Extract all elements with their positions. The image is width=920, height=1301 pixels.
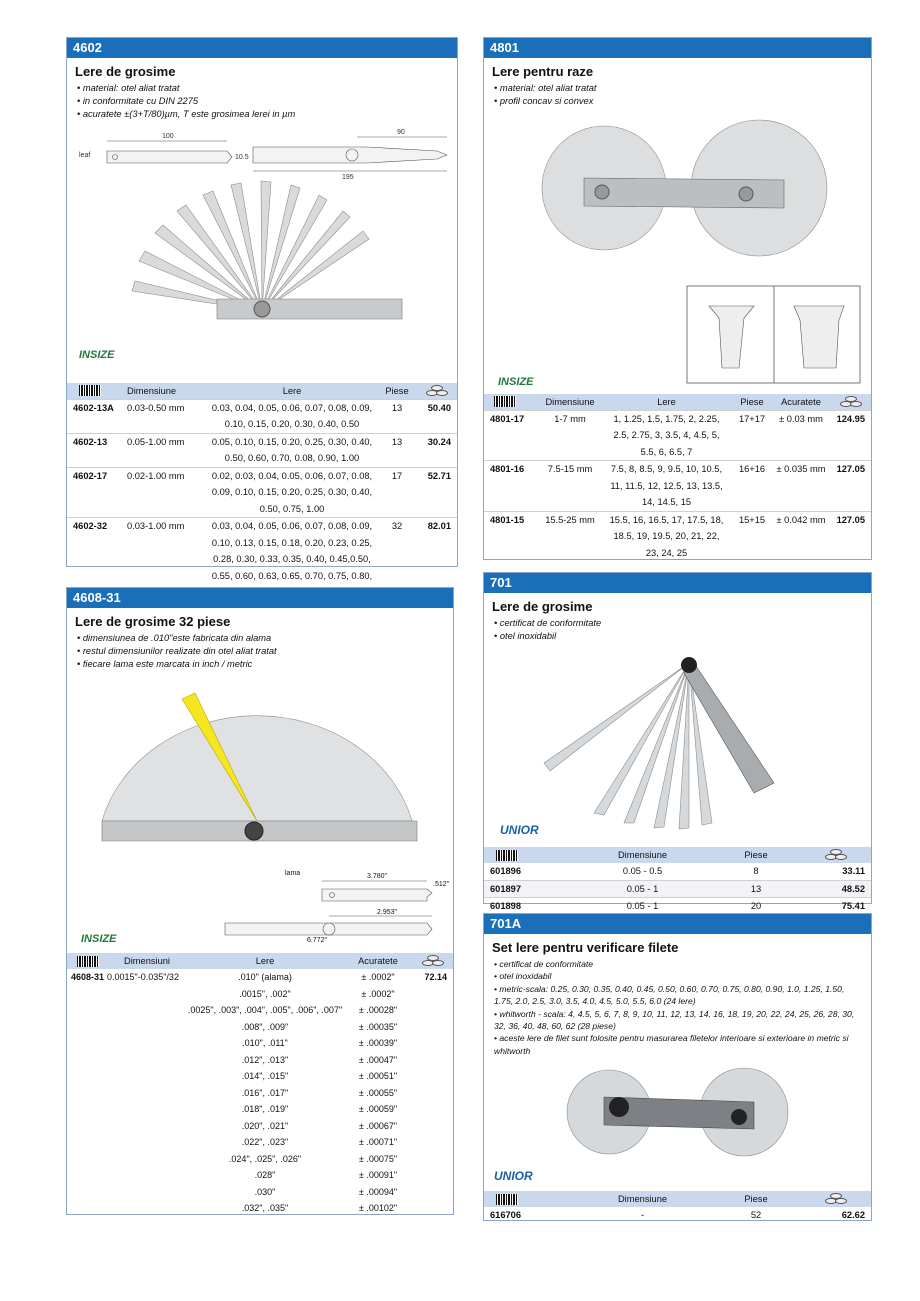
- col-acuratete: Acuratete: [343, 953, 413, 969]
- feature-list: [484, 958, 871, 1057]
- row-piese: 52: [750, 1210, 762, 1221]
- price-icon: [801, 1191, 871, 1207]
- row-code: 616706: [490, 1210, 522, 1221]
- product-code: 701A: [484, 914, 871, 934]
- radius-gauge-drawing: [484, 108, 872, 388]
- row-code: 4602-32: [67, 518, 127, 601]
- feature-item: • acuratete ±(3+T/80)µm, T este grosimea lerei in µm: [77, 109, 296, 119]
- unior-logo: UNIOR: [494, 1169, 533, 1184]
- product-table: [484, 847, 871, 915]
- row-piese: 13: [711, 880, 801, 898]
- dim-label: leaf: [79, 152, 91, 159]
- feature-item: • certificat de conformitate: [494, 618, 602, 628]
- row-lere: 0.02, 0.03, 0.04, 0.05, 0.06, 0.07, 0.08,: [211, 470, 373, 481]
- row-lere: .028": [254, 1170, 276, 1180]
- thread-gauge-drawing: [484, 1057, 872, 1185]
- unior-logo: UNIOR: [500, 823, 539, 837]
- price-icon: [413, 953, 453, 969]
- row-dim: 0.05 - 0.5: [622, 866, 663, 876]
- table-row: [67, 1118, 453, 1135]
- dim-label: 2.953": [377, 909, 398, 916]
- row-acc: ± 0.035 mm: [771, 461, 831, 512]
- table-row: [67, 1052, 453, 1069]
- row-code: 601896: [490, 866, 522, 876]
- row-piese: 17: [377, 467, 417, 518]
- table-row: [67, 1151, 453, 1168]
- table-row: [67, 969, 453, 986]
- col-dimensiune: Dimensiune: [540, 394, 600, 410]
- table-row: [67, 399, 457, 433]
- row-lere: 5.5, 6, 6.5, 7: [640, 446, 693, 457]
- feature-item: • material: otel aliat tratat: [77, 83, 180, 93]
- product-image: [484, 1057, 871, 1185]
- table-row: [67, 433, 457, 467]
- dim-label: .512": [433, 881, 450, 888]
- feeler-gauge-drawing: [67, 121, 457, 361]
- row-dim: 0.03-0.50 mm: [127, 399, 207, 433]
- row-lere: .008", .009": [241, 1021, 289, 1032]
- row-lere: .012", .013": [241, 1054, 289, 1065]
- table-row: [67, 1200, 453, 1217]
- row-acc: ± .00071": [358, 1137, 398, 1147]
- table-row: [484, 410, 871, 461]
- table-row: [67, 1019, 453, 1036]
- row-lere: 1, 1.25, 1.5, 1.75, 2, 2.25,: [613, 413, 720, 424]
- row-acc: ± .00091": [358, 1170, 398, 1180]
- row-price: 127.05: [831, 461, 871, 512]
- dim-label: 100: [162, 133, 174, 140]
- table-row: [67, 467, 457, 518]
- table-row: [67, 986, 453, 1003]
- row-dim: 0.05-1.00 mm: [127, 433, 207, 467]
- row-price: 33.11: [842, 866, 865, 876]
- row-price: 75.41: [801, 898, 871, 915]
- row-lere: .010" (alama): [238, 972, 292, 982]
- feature-item: • material: otel aliat tratat: [494, 83, 597, 93]
- table-row: [67, 1184, 453, 1201]
- table-row: [67, 1167, 453, 1184]
- feature-item: • whitworth - scala: 4, 4.5, 5, 6, 7, 8, 9, 10, 11, 12, 13, 14, 16, 18, 19, 20, 22, 24, 25, 26, 28, 30, 32, 36, 40, 48, 60, 62 (28 piese): [494, 1008, 855, 1032]
- panel-4608-31: [66, 587, 454, 1215]
- feature-item: • certificat de conformitate: [494, 959, 594, 969]
- table-row: [484, 461, 871, 512]
- row-dim: 7.5-15 mm: [540, 461, 600, 512]
- row-dim: -: [640, 1210, 645, 1221]
- feature-list: [484, 617, 871, 643]
- insize-logo: INSIZE: [81, 933, 117, 945]
- table-row: [484, 511, 871, 561]
- col-lere: Lere: [600, 394, 733, 410]
- col-dimensiune: Dimensiune: [574, 847, 711, 863]
- row-lere: 2.5, 2.75, 3, 3.5, 4, 4.5, 5,: [613, 430, 720, 440]
- price-icon: [417, 383, 457, 399]
- row-acc: ± 0.03 mm: [771, 410, 831, 461]
- row-acc: ± .00075": [358, 1153, 398, 1164]
- row-dim: 1-7 mm: [540, 410, 600, 461]
- row-code: 4602-17: [67, 467, 127, 518]
- row-acc: ± .00028": [358, 1005, 398, 1015]
- feature-item: • dimensiunea de .010"este fabricata din alama: [77, 633, 272, 643]
- table-row: [67, 1134, 453, 1151]
- product-code: 4602: [67, 38, 457, 58]
- row-lere: 0.50, 0.60, 0.70, 0.08, 0.90, 1.00: [224, 453, 360, 463]
- price-icon: [801, 847, 871, 863]
- row-lere: 0.09, 0.10, 0.15, 0.20, 0.25, 0.30, 0.40,: [211, 487, 373, 497]
- dim-label: 90: [397, 129, 405, 136]
- row-code: 601898: [484, 898, 574, 915]
- row-acc: ± .0002": [361, 972, 395, 982]
- row-piese: 16+16: [733, 461, 771, 512]
- product-table: [484, 1191, 871, 1224]
- product-table: [67, 383, 457, 601]
- feature-item: • otel inoxidabil: [494, 971, 552, 982]
- row-acc: ± .00035": [358, 1021, 398, 1032]
- dim-label: lama: [285, 870, 301, 877]
- table-row: [67, 1002, 453, 1019]
- col-piese: Piese: [377, 383, 417, 399]
- row-lere: 0.10, 0.13, 0.15, 0.18, 0.20, 0.23, 0.25,: [211, 537, 373, 548]
- row-dim: 0.0015"-0.035"/32: [107, 972, 179, 982]
- row-price: 72.14: [424, 972, 447, 982]
- product-image: [67, 671, 453, 947]
- dim-label: 10.5: [235, 154, 249, 161]
- product-title: Lere de grosime: [75, 64, 176, 79]
- feature-item: • aceste lere de filet sunt folosite pentru masurarea filetelor interioare si exterioare in metric si whitworth: [494, 1033, 849, 1056]
- row-piese: 13: [377, 399, 417, 433]
- table-row: [484, 1207, 871, 1224]
- row-code: 4801-16: [484, 461, 540, 512]
- row-lere: 0.05, 0.10, 0.15, 0.20, 0.25, 0.30, 0.40,: [211, 436, 373, 447]
- row-price: 82.01: [417, 518, 457, 601]
- barcode-icon: [484, 847, 574, 863]
- product-image: [67, 121, 457, 361]
- table-row: [67, 1035, 453, 1052]
- product-code: 701: [484, 573, 871, 593]
- feature-item: • in conformitate cu DIN 2275: [77, 96, 199, 106]
- product-code: 4801: [484, 38, 871, 58]
- panel-701: [483, 572, 872, 911]
- row-price: 30.24: [417, 433, 457, 467]
- col-piese: Piese: [711, 847, 801, 863]
- row-code: 4801-15: [484, 511, 540, 561]
- row-lere: 0.28, 0.30, 0.33, 0.35, 0.40, 0.45,0.50,: [213, 554, 371, 564]
- row-acc: ± .00051": [358, 1071, 398, 1081]
- col-piese: Piese: [733, 394, 771, 410]
- row-lere: .018", .019": [241, 1104, 289, 1114]
- row-lere: 15.5, 16, 16.5, 17, 17.5, 18,: [609, 514, 724, 525]
- product-title: Lere de grosime 32 piese: [75, 614, 231, 629]
- col-acuratete: Acuratete: [771, 394, 831, 410]
- row-acc: ± .00055": [358, 1087, 398, 1098]
- row-lere: .032", .035": [241, 1203, 289, 1213]
- table-row: [484, 863, 871, 880]
- barcode-icon: [484, 394, 540, 410]
- row-lere: 7.5, 8, 8.5, 9, 9.5, 10, 10.5,: [610, 464, 723, 474]
- row-price: 62.62: [841, 1210, 865, 1221]
- row-acc: ± .00059": [358, 1104, 398, 1114]
- barcode-icon: [67, 383, 127, 399]
- product-image: [484, 643, 871, 841]
- row-lere: 0.50, 0.75, 1.00: [259, 503, 325, 514]
- row-lere: 18.5, 19, 19.5, 20, 21, 22,: [613, 531, 720, 541]
- table-row: [484, 898, 871, 915]
- row-lere: 23, 24, 25: [645, 547, 688, 558]
- row-lere: 0.10, 0.15, 0.20, 0.30, 0.40, 0.50: [224, 419, 360, 429]
- panel-701a: [483, 913, 872, 1221]
- col-piese: Piese: [711, 1191, 801, 1207]
- price-icon: [831, 394, 871, 410]
- feature-list: [67, 82, 457, 121]
- product-code: 4608-31: [67, 588, 453, 608]
- row-piese: 13: [377, 433, 417, 467]
- row-lere: 0.55, 0.60, 0.63, 0.65, 0.70, 0.75, 0.80,: [211, 570, 373, 581]
- dim-label: 195: [342, 174, 354, 181]
- row-lere: 11, 11.5, 12, 12.5, 13, 13.5,: [610, 480, 723, 491]
- row-acc: ± 0.042 mm: [771, 511, 831, 561]
- row-piese: 17+17: [733, 410, 771, 461]
- col-lere: Lere: [187, 953, 343, 969]
- feature-item: • metric-scala: 0.25, 0.30, 0.35, 0.40, 0.45, 0.50, 0.60, 0.70, 0.75, 0.80, 0.90, 1.0, 1.25, 1.50, 1.75, 2.0, 2.5, 3.0, 3.5, 4.0, 4.5, 5.0, 5.5, 6.0 (24 lere): [494, 983, 845, 1007]
- row-dim: 0.05 - 1: [574, 880, 711, 898]
- row-lere: 14, 14.5, 15: [641, 497, 692, 507]
- feature-item: • otel inoxidabil: [494, 631, 557, 641]
- row-lere: .0015", .002": [239, 988, 291, 999]
- row-lere: .0025", .003", .004", .005", .006", .007": [187, 1005, 343, 1015]
- row-code: 4608-31: [71, 972, 105, 982]
- row-piese: 8: [753, 866, 759, 876]
- dim-label: 6.772": [307, 937, 328, 944]
- row-code: 601897: [484, 880, 574, 898]
- row-lere: .010", .011": [242, 1038, 288, 1048]
- row-acc: ± .00067": [358, 1120, 398, 1131]
- feature-item: • fiecare lama este marcata in inch / metric: [77, 659, 253, 669]
- feeler-gauge-fan-drawing: [484, 643, 872, 841]
- product-title: Lere pentru raze: [492, 64, 594, 79]
- row-price: 48.52: [801, 880, 871, 898]
- row-code: 4602-13: [67, 433, 127, 467]
- feeler-gauge-32-drawing: [67, 671, 453, 947]
- row-acc: ± .00047": [358, 1054, 398, 1065]
- col-dimensiune: Dimensiune: [574, 1191, 711, 1207]
- row-lere: .016", .017": [241, 1087, 289, 1098]
- product-image: [484, 108, 871, 388]
- row-piese: 20: [711, 898, 801, 915]
- insize-logo: INSIZE: [498, 376, 534, 388]
- row-dim: 0.02-1.00 mm: [127, 467, 207, 518]
- panel-4801: [483, 37, 872, 560]
- feature-item: • profil concav si convex: [494, 96, 594, 106]
- feature-list: [67, 632, 453, 671]
- row-acc: ± .00039": [358, 1038, 398, 1048]
- row-price: 124.95: [831, 410, 871, 461]
- barcode-icon: [67, 953, 107, 969]
- table-row: [67, 1068, 453, 1085]
- feature-item: • restul dimensiunilor realizate din otel aliat tratat: [77, 646, 277, 656]
- product-title: Set lere pentru verificare filete: [492, 940, 679, 955]
- row-lere: .030": [254, 1186, 276, 1197]
- row-piese: 32: [377, 518, 417, 601]
- row-lere: 0.03, 0.04, 0.05, 0.06, 0.07, 0.08, 0.09,: [211, 521, 373, 531]
- row-acc: ± .00102": [358, 1203, 398, 1213]
- row-acc: ± .0002": [361, 988, 395, 999]
- row-piese: 15+15: [733, 511, 771, 561]
- row-lere: .020", .021": [241, 1120, 289, 1131]
- row-dim: 0.05 - 1: [574, 898, 711, 915]
- col-dimensiuni: Dimensiuni: [107, 953, 187, 969]
- table-row: [67, 1085, 453, 1102]
- row-lere: .022", .023": [241, 1137, 289, 1147]
- panel-4602: [66, 37, 458, 581]
- table-row: [484, 880, 871, 898]
- dim-label: 3.780": [367, 873, 388, 880]
- col-dimensiune: Dimensiune: [127, 383, 207, 399]
- insize-logo: INSIZE: [79, 349, 115, 361]
- feature-list: [484, 82, 871, 108]
- row-acc: ± .00094": [358, 1186, 398, 1197]
- col-lere: Lere: [207, 383, 377, 399]
- table-row: [67, 1101, 453, 1118]
- barcode-icon: [484, 1191, 574, 1207]
- row-price: 50.40: [417, 399, 457, 433]
- row-lere: .014", .015": [241, 1071, 289, 1081]
- row-dim: 0.03-1.00 mm: [127, 518, 207, 601]
- row-code: 4801-17: [484, 410, 540, 461]
- row-price: 127.05: [831, 511, 871, 561]
- product-title: Lere de grosime: [492, 599, 593, 614]
- row-price: 52.71: [417, 467, 457, 518]
- product-table: [484, 394, 871, 561]
- row-dim: 15.5-25 mm: [540, 511, 600, 561]
- product-table: [67, 953, 453, 1217]
- row-code: 4602-13A: [67, 399, 127, 433]
- row-lere: 0.03, 0.04, 0.05, 0.06, 0.07, 0.08, 0.09,: [211, 402, 373, 413]
- row-lere: .024", .025", .026": [228, 1153, 302, 1164]
